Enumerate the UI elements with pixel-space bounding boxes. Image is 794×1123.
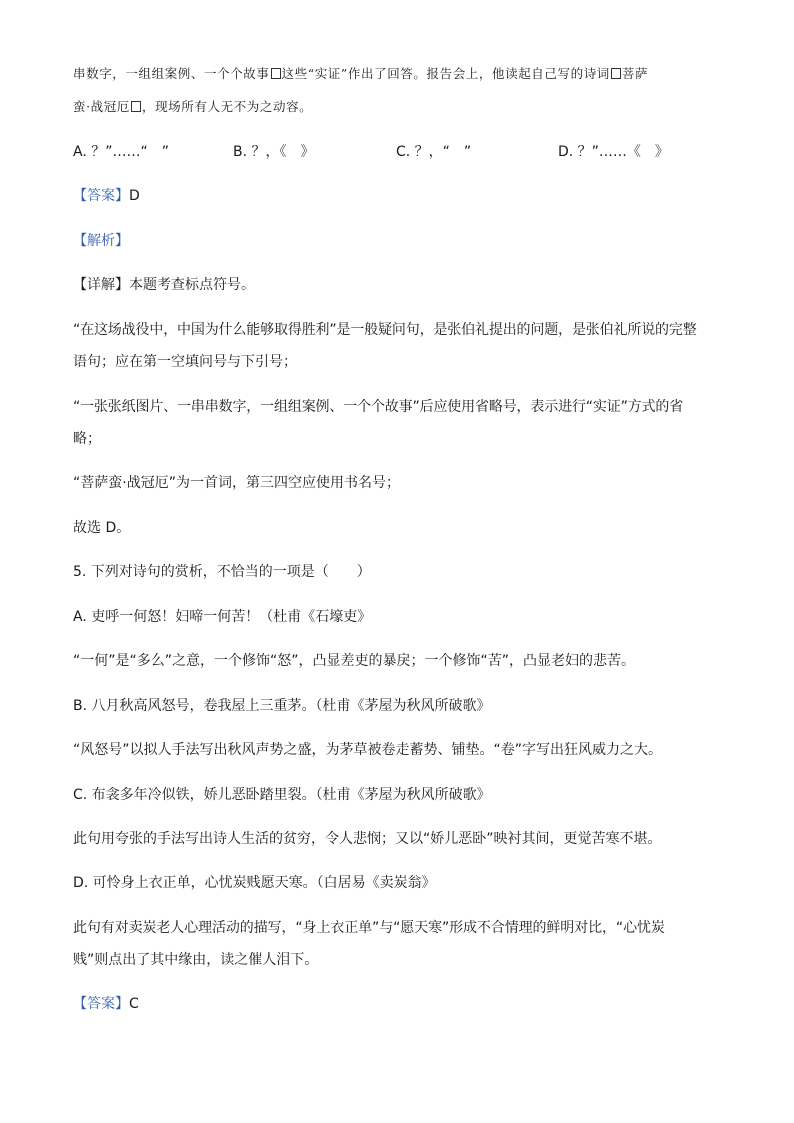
option-a: A. ？”……“ ”	[73, 144, 169, 160]
missing-glyph-box	[271, 68, 281, 79]
detail-paragraph-1-line-1: “在这场战役中，中国为什么能够取得胜利”是一般疑问句，是张伯礼提出的问题，是张伯礼所说的完整	[73, 322, 697, 338]
question-5-option-c-analysis: 此句用夸张的手法写出诗人生活的贫穷，令人悲悯；又以“娇儿恶卧”映衬其间，更觉苦寒不堪。	[73, 831, 662, 847]
analysis-line	[73, 231, 129, 251]
question-5-stem: 5. 下列对诗句的赏析，不恰当的一项是（ ）	[73, 564, 371, 580]
question-5-option-d-analysis-line-2: 贱”则点出了其中缘由，读之催人泪下。	[73, 952, 319, 968]
detail-tag: 【详解】	[73, 277, 129, 293]
answer-value: D	[129, 188, 140, 204]
intro-text: ，现场所有人无不为之动容。	[141, 99, 313, 114]
answer-line	[73, 186, 140, 206]
question-5-option-a-analysis: “一何”是“多么”之意，一个修饰“怒”，凸显差吏的暴戾；一个修饰“苦”，凸显老妇的悲苦。	[73, 653, 636, 669]
detail-paragraph-3: “菩萨蛮·战冠厄”为一首词，第三四空应使用书名号；	[73, 475, 400, 491]
intro-text: 这些“实证”作出了回答。报告会上，他读起自己写的诗词	[281, 66, 610, 81]
analysis-tag: 【解析】	[73, 233, 129, 249]
intro-text: 菩萨	[621, 66, 649, 81]
detail-paragraph-2-line-2: 略；	[73, 431, 101, 447]
option-d: D. ？”……《 》	[558, 144, 669, 160]
detail-paragraph-2-line-1: “一张张纸图片、一串串数字，一组组案例、一个个故事”后应使用省略号，表示进行“实证”方式的省	[73, 399, 684, 415]
question-5-option-b: B. 八月秋高风怒号，卷我屋上三重茅。（杜甫《茅屋为秋风所破歌》	[73, 698, 491, 714]
missing-glyph-box	[611, 68, 621, 79]
intro-text: 串数字，一组组案例、一个个故事	[73, 66, 270, 81]
detail-line	[73, 275, 255, 295]
intro-line-2	[73, 97, 312, 117]
intro-text: 蛮·战冠厄	[73, 99, 130, 114]
answer-tag: 【答案】	[73, 188, 129, 204]
question-5-option-d: D. 可怜身上衣正单，心忧炭贱愿天寒。（白居易《卖炭翁》	[73, 875, 436, 891]
option-c: C. ？，“ ”	[396, 144, 472, 160]
detail-text: 本题考查标点符号。	[129, 277, 255, 293]
detail-paragraph-1-line-2: 语句；应在第一空填问号与下引号；	[73, 354, 297, 370]
answer-value: C	[129, 996, 139, 1012]
intro-line-1	[73, 64, 648, 84]
missing-glyph-box	[131, 101, 141, 112]
question-5-option-a: A. 吏呼一何怒！妇啼一何苦！（杜甫《石壕吏》	[73, 609, 372, 625]
question-5-answer-line	[73, 994, 139, 1014]
detail-paragraph-4: 故选 D。	[73, 520, 131, 536]
answer-tag: 【答案】	[73, 996, 129, 1012]
question-5-option-b-analysis: “风怒号”以拟人手法写出秋风声势之盛，为茅草被卷走蓄势、铺垫。“卷”字写出狂风威力之大。	[73, 742, 663, 758]
question-5-option-d-analysis-line-1: 此句有对卖炭老人心理活动的描写，“身上衣正单”与“愿天寒”形成不合情理的鲜明对比，“心忧炭	[73, 920, 665, 936]
question-5-option-c: C. 布衾多年冷似铁，娇儿恶卧踏里裂。（杜甫《茅屋为秋风所破歌》	[73, 787, 491, 803]
option-b: B. ？，《 》	[233, 144, 315, 160]
